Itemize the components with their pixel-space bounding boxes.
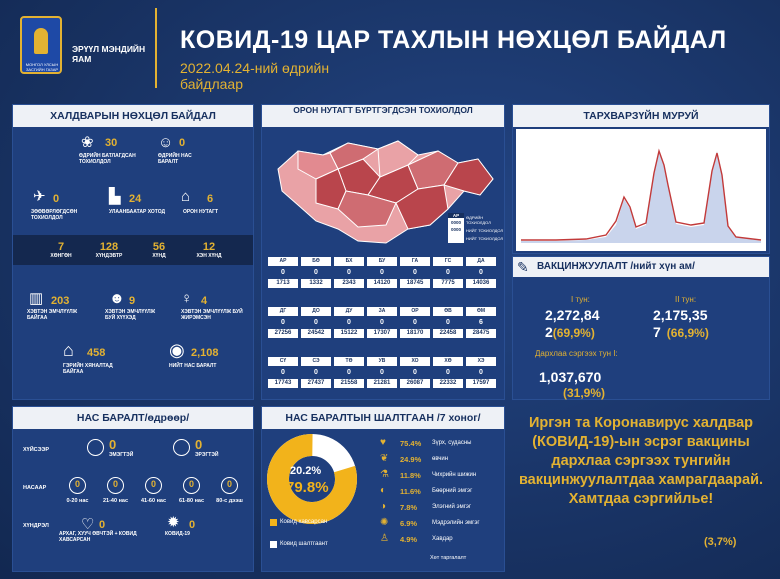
cause-pct: 75.4% <box>400 439 422 448</box>
region-code: ДУ <box>334 307 364 316</box>
booster-pct: (31,9%) <box>563 386 606 400</box>
lungs-icon: ❀ <box>81 134 94 151</box>
severity-moderate: 128 ХҮНДЭВТР <box>95 241 123 259</box>
region-daily: 0 <box>380 319 384 326</box>
region-daily: 0 <box>347 369 351 376</box>
cause-label: Элэгний эмгэг <box>432 504 472 510</box>
age-group-label: 21-40 нас <box>102 498 129 504</box>
covid-deaths: 0 <box>189 519 196 531</box>
deaths-daily-title: НАС БАРАЛТ/өдрөөр/ <box>13 407 253 429</box>
cause-pct: 24.9% <box>400 455 422 464</box>
region-daily: 0 <box>479 269 483 276</box>
region-code: ДА <box>466 257 496 266</box>
total-deaths-label: НИЙТ НАС БАРАЛТ <box>169 363 217 369</box>
region-daily: 0 <box>281 269 285 276</box>
region-total: 1332 <box>301 279 331 288</box>
city-icon: ▙ <box>109 188 121 205</box>
age-group-deaths: 0 <box>74 479 80 489</box>
covid-label: КОВИД-19 <box>165 531 190 537</box>
region-total: 1713 <box>268 279 298 288</box>
region-code: ХЭ <box>466 357 496 366</box>
imported-label: ЗӨӨВӨРЛӨГДСӨН ТОХИОЛДОЛ <box>31 209 78 221</box>
page-title: КОВИД-19 ЦАР ТАХЛЫН НӨХЦӨЛ БАЙДАЛ <box>180 26 727 54</box>
age-group-label: 61-80 нас <box>178 498 205 504</box>
region-total: 14036 <box>466 279 496 288</box>
children-label: ХЭВТЭН ЭМЧЛҮҮЛЖ БУЙ ХҮҮХЭД <box>105 309 156 321</box>
female-icon <box>87 439 104 456</box>
cause-label: Зүрх, судасны <box>432 440 472 446</box>
region-daily: 0 <box>281 319 285 326</box>
home-label: ГЭРИЙН ХЯНАЛТАД БАЙГАА <box>63 363 113 375</box>
dose2-label: II тун: <box>675 295 697 304</box>
age-group-label: 0-20 нас <box>66 498 89 504</box>
ub-label: УЛААНБААТАР ХОТОД <box>109 209 166 215</box>
daily-cases-label: ӨДРИЙН БАТЛАГДСАН ТОХИОЛДОЛ <box>79 153 136 165</box>
cause-label: Мэдрэлийн эмгэг <box>432 520 480 526</box>
region-total: 18745 <box>400 279 430 288</box>
donut-small-pct: 20.2% <box>290 465 322 477</box>
death-causes-title: НАС БАРАЛТЫН ШАЛТГААН /7 хоног/ <box>262 407 504 429</box>
cause-pct: 7.8% <box>400 503 418 512</box>
region-daily: 0 <box>446 269 450 276</box>
cause-icon: ♥ <box>380 437 386 448</box>
hospitalized: 203 <box>51 295 70 307</box>
children-hospitalized: 9 <box>129 295 136 307</box>
syringe-icon: ✎ <box>517 259 529 275</box>
region-total: 26087 <box>400 379 430 388</box>
vaccine-title: ВАКЦИНЖУУЛАЛТ /нийт хүн ам/ <box>537 261 695 272</box>
infection-panel <box>12 104 254 400</box>
curve-title: ТАРХВАРЗҮЙН МУРУЙ <box>513 105 769 127</box>
hospital-icon: ▥ <box>29 290 44 307</box>
region-daily: 0 <box>446 369 450 376</box>
local-label: ОРОН НУТАГТ <box>183 209 219 215</box>
region-code: БХ <box>334 257 364 266</box>
region-code: СЭ <box>301 357 331 366</box>
region-total: 22458 <box>433 329 463 338</box>
age-group-label: 80-с дээш <box>216 498 243 504</box>
map-legend-codes: АР 0000 0000 <box>448 213 464 243</box>
daily-deaths: 0 <box>179 137 186 149</box>
total-deaths: 2,108 <box>191 347 219 359</box>
chronic-covid-deaths: 0 <box>99 519 106 531</box>
booster-label: Дархлаа сэргээх тун I: <box>535 349 618 358</box>
home-monitoring: 458 <box>87 347 106 359</box>
imported-cases: 0 <box>53 193 60 205</box>
baby-icon: ☻ <box>109 290 125 307</box>
region-total: 22332 <box>433 379 463 388</box>
severity-severe: 56 ХҮНД <box>152 241 166 259</box>
vaccine-panel <box>512 256 770 400</box>
legend-covid-combined: Ковид хавсарсан <box>280 519 328 525</box>
region-code: ЗА <box>367 307 397 316</box>
cause-label: өвчин <box>432 456 449 462</box>
region-daily: 0 <box>281 369 285 376</box>
home-icon: ⌂ <box>63 340 74 360</box>
region-code: БӨ <box>301 257 331 266</box>
header-divider <box>155 8 157 88</box>
age-group-deaths: 0 <box>188 479 194 489</box>
regions-panel <box>261 104 505 400</box>
region-code: ДГ <box>268 307 298 316</box>
region-total: 21558 <box>334 379 364 388</box>
region-code: ОР <box>400 307 430 316</box>
person-icon: ☺ <box>158 134 174 151</box>
region-daily: 0 <box>413 369 417 376</box>
region-code: СҮ <box>268 357 298 366</box>
region-code: ӨМ <box>466 307 496 316</box>
cause-label: ХҮНДРЭЛ <box>23 523 49 529</box>
region-total: 15122 <box>334 329 364 338</box>
region-daily: 0 <box>314 319 318 326</box>
sex-label: ХҮЙСЭЭР <box>23 447 50 453</box>
airplane-icon: ✈ <box>33 188 46 205</box>
deaths-daily-panel <box>12 406 254 572</box>
legend-swatch-covid-cause <box>270 541 277 548</box>
legend-swatch-covid-combined <box>270 519 277 526</box>
legend-covid-cause: Ковид шалтгаант <box>280 541 328 547</box>
region-daily: 0 <box>479 369 483 376</box>
cause-pct: 11.6% <box>400 487 421 496</box>
regions-title: ОРОН НУТАГТ БҮРТГЭГДСЭН ТОХИОЛДОЛ <box>262 105 504 127</box>
region-total: 14120 <box>367 279 397 288</box>
cause-icon: ⚗ <box>380 469 389 480</box>
age-label: НАСААР <box>23 485 47 491</box>
age-group-deaths: 0 <box>112 479 118 489</box>
region-code: ТӨ <box>334 357 364 366</box>
ub-cases: 24 <box>129 193 142 205</box>
dose2-value: 2,175,35 7 (66,9%) <box>653 307 709 340</box>
header <box>10 8 770 98</box>
region-code: УВ <box>367 357 397 366</box>
cause-label: Хавдар <box>432 536 453 542</box>
region-code: ХО <box>400 357 430 366</box>
daily-deaths-label: ӨДРИЙН НАС БАРАЛТ <box>158 153 192 165</box>
cause-pct: 11.8% <box>400 471 421 480</box>
region-daily: 0 <box>413 269 417 276</box>
region-daily: 0 <box>380 369 384 376</box>
yurt-icon: ⌂ <box>181 188 191 205</box>
region-total: 24542 <box>301 329 331 338</box>
region-daily: 6 <box>479 319 483 326</box>
region-total: 7775 <box>433 279 463 288</box>
region-total: 17597 <box>466 379 496 388</box>
region-total: 17307 <box>367 329 397 338</box>
region-code: БУ <box>367 257 397 266</box>
chronic-covid-label: АРХАГ, ХУУЧ ӨВЧТЭЙ + КОВИД ХАВСАРСАН <box>59 531 137 543</box>
region-total: 28475 <box>466 329 496 338</box>
region-total: 18170 <box>400 329 430 338</box>
curve-panel <box>512 104 770 254</box>
cause-label: Бөөрний эмгэг <box>432 488 473 494</box>
death-causes-panel <box>261 406 505 572</box>
region-code: ГС <box>433 257 463 266</box>
age-group-label: 41-60 нас <box>140 498 167 504</box>
person-circle-icon: ◉ <box>169 340 185 360</box>
epidemic-curve <box>516 129 766 251</box>
region-code: ДО <box>301 307 331 316</box>
pregnant-hospitalized: 4 <box>201 295 208 307</box>
region-code: ӨВ <box>433 307 463 316</box>
male-icon <box>173 439 190 456</box>
region-daily: 0 <box>347 269 351 276</box>
severity-mild: 7 ХӨНГӨН <box>50 241 72 259</box>
daily-cases: 30 <box>105 137 118 149</box>
dose1-label: I тун: <box>571 295 590 304</box>
infection-title: ХАЛДВАРЫН НӨХЦӨЛ БАЙДАЛ <box>13 105 253 127</box>
region-total: 17743 <box>268 379 298 388</box>
pregnant-label: ХЭВТЭН ЭМЧЛҮҮЛЖ БУЙ ЖИРЭМСЭН <box>181 309 243 321</box>
dose1-value: 2,272,84 2(69,9%) <box>545 307 600 340</box>
causes-footer: Хөт таргалалт <box>430 555 467 561</box>
region-code: ХӨ <box>433 357 463 366</box>
cause-pct: 6.9% <box>400 519 418 528</box>
cause-icon: ❦ <box>380 453 389 464</box>
donut-big-pct: 79.8% <box>286 479 329 496</box>
hospitalized-label: ХЭВТЭН ЭМЧЛҮҮЛЖ БАЙГАА <box>27 309 78 321</box>
virus-icon: ✹ <box>167 514 180 531</box>
report-date: 2022.04.24-ний өдрийн байдлаар <box>180 60 330 92</box>
age-group-deaths: 0 <box>150 479 156 489</box>
male-deaths: 0 ЭРЭГТЭЙ <box>195 437 219 458</box>
female-deaths: 0 ЭМЭГТЭЙ <box>109 437 134 458</box>
region-daily: 0 <box>380 269 384 276</box>
local-cases: 6 <box>207 193 214 205</box>
region-daily: 0 <box>314 269 318 276</box>
region-total: 27256 <box>268 329 298 338</box>
region-code: ГА <box>400 257 430 266</box>
cause-icon: ♙ <box>380 533 389 544</box>
cause-label: Чихрийн шижин <box>432 472 477 478</box>
ministry-name: ЭРҮҮЛ МЭНДИЙН ЯАМ <box>72 44 146 64</box>
severity-critical: 12 ХЭН ХҮНД <box>196 241 222 259</box>
region-code: АР <box>268 257 298 266</box>
government-label: МОНГОЛ УЛСЫН ЗАСГИЙН ГАЗАР <box>25 62 59 72</box>
slogan-extra-pct: (3,7%) <box>704 536 737 548</box>
region-daily: 0 <box>446 319 450 326</box>
region-total: 21281 <box>367 379 397 388</box>
region-total: 2343 <box>334 279 364 288</box>
pregnant-icon: ♀ <box>181 290 193 307</box>
region-daily: 0 <box>413 319 417 326</box>
cause-icon: ◑ <box>380 501 387 512</box>
cause-icon: ✺ <box>380 517 389 528</box>
cause-pct: 4.9% <box>400 535 418 544</box>
region-daily: 0 <box>347 319 351 326</box>
map-legend-labels: ӨДРИЙН ТОХИОЛДОЛ НИЙТ ТОХИОЛДОЛ НИЙТ ТОХИОЛДОЛ <box>466 215 504 241</box>
age-group-deaths: 0 <box>226 479 232 489</box>
heartbeat-icon: ♡ <box>81 516 95 533</box>
region-total: 27437 <box>301 379 331 388</box>
region-daily: 0 <box>314 369 318 376</box>
vaccination-slogan: Иргэн та Коронавирус халдвар (КОВИД-19)-ын эсрэг вакцины дархлаа сэргээх тунгийн вакцинжуулалтдаа хамрагдаарай. Хамтдаа сэргийлье! <box>518 415 764 507</box>
cause-icon: ◐ <box>380 485 387 496</box>
booster-value: 1,037,670 <box>539 369 602 385</box>
